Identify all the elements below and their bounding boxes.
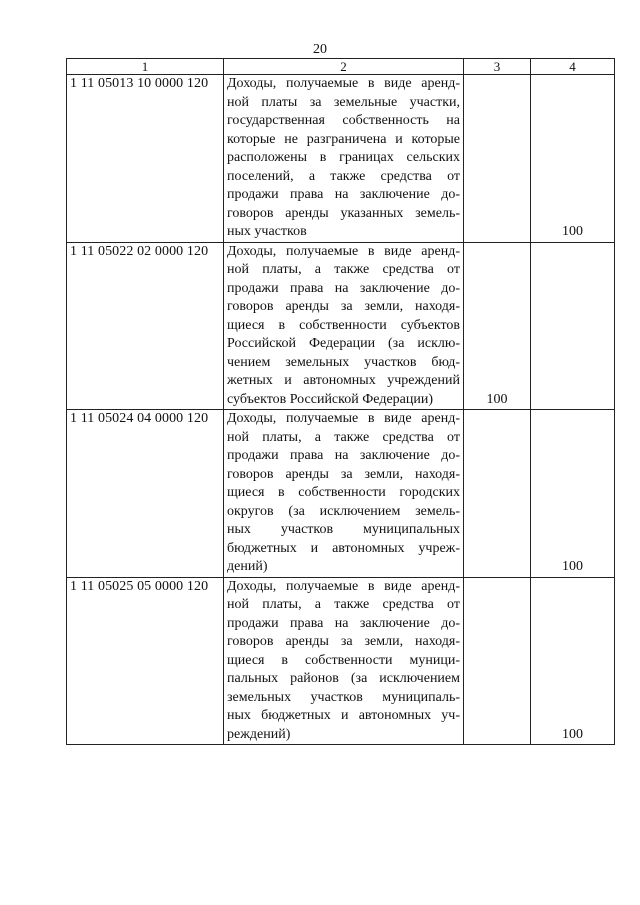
description-line: которые не разграничена и которые — [227, 131, 460, 147]
description-cell — [224, 410, 464, 578]
header-col-2: 2 — [224, 59, 464, 75]
description-line: ной платы за земельные участки, — [227, 94, 460, 110]
column-3-value — [464, 75, 531, 243]
description-line: продажи права на заключение до- — [227, 615, 460, 631]
description-line: ной платы, а также средства от — [227, 597, 460, 612]
header-row — [67, 59, 615, 75]
description-line: земельных участков муниципаль- — [227, 689, 460, 705]
description-cell — [224, 242, 464, 410]
description-line: ной платы, а также средства от — [227, 262, 460, 277]
budget-code-cell: 1 11 05025 05 0000 120 — [67, 577, 224, 745]
budget-code-cell: 1 11 05022 02 0000 120 — [67, 242, 224, 410]
header-col-3: 3 — [464, 59, 531, 75]
column-3-value — [464, 577, 531, 745]
description-line: продажи права на заключение до- — [227, 280, 460, 296]
description-line: продажи права на заключение до- — [227, 187, 460, 202]
budget-code-cell: 1 11 05013 10 0000 120 — [67, 75, 224, 243]
description-line: говоров аренды указанных земель- — [227, 205, 460, 221]
description-line: продажи права на заключение до- — [227, 448, 460, 463]
column-4-value: 100 — [531, 577, 615, 745]
table-row — [67, 410, 615, 578]
description-line: Доходы, получаемые в виде аренд- — [227, 578, 460, 594]
column-3-value: 100 — [464, 242, 531, 410]
description-line: округов (за исключением земель- — [227, 503, 460, 519]
table-row — [67, 242, 615, 410]
column-4-value: 100 — [531, 410, 615, 578]
column-4-value — [531, 242, 615, 410]
description-line: говоров аренды за земли, находя- — [227, 466, 460, 482]
description-line: Доходы, получаемые в виде аренд- — [227, 411, 460, 426]
description-line: ных бюджетных и автономных уч- — [227, 708, 460, 723]
description-line: расположены в границах сельских — [227, 150, 460, 165]
description-line: пальных районов (за исключением — [227, 671, 460, 686]
column-3-value — [464, 410, 531, 578]
description-line: бюджетных и автономных учреж- — [227, 540, 460, 556]
description-line: щиеся в собственности субъектов — [227, 317, 460, 333]
description-line: щиеся в собственности городских — [227, 485, 460, 500]
description-line: субъектов Российской Федерации) — [227, 391, 434, 407]
description-line: поселений, а также средства от — [227, 168, 460, 184]
description-line: реждений) — [227, 726, 291, 742]
description-line: ной платы, а также средства от — [227, 429, 460, 445]
description-line: ных участков муниципальных — [227, 522, 460, 537]
description-line: жетных и автономных учреждений — [227, 373, 460, 388]
description-line: говоров аренды за земли, находя- — [227, 634, 460, 649]
header-col-4: 4 — [531, 59, 615, 75]
description-line: говоров аренды за земли, находя- — [227, 299, 460, 314]
description-cell — [224, 577, 464, 745]
description-line: государственная собственность на — [227, 113, 460, 128]
description-line: дений) — [227, 559, 268, 574]
income-table — [66, 58, 615, 745]
page-number: 20 — [313, 42, 327, 57]
description-line: Доходы, получаемые в виде аренд- — [227, 243, 460, 259]
table-row — [67, 577, 615, 745]
description-line: Российской Федерации (за исклю- — [227, 336, 460, 351]
budget-code-cell: 1 11 05024 04 0000 120 — [67, 410, 224, 578]
description-cell — [224, 75, 464, 243]
description-line: чением земельных участков бюд- — [227, 354, 460, 370]
table-row — [67, 75, 615, 243]
column-4-value: 100 — [531, 75, 615, 243]
header-col-1: 1 — [67, 59, 224, 75]
description-line: Доходы, получаемые в виде аренд- — [227, 76, 460, 91]
description-line: ных участков — [227, 224, 307, 239]
table-body — [67, 75, 615, 745]
description-line: щиеся в собственности муници- — [227, 652, 460, 668]
